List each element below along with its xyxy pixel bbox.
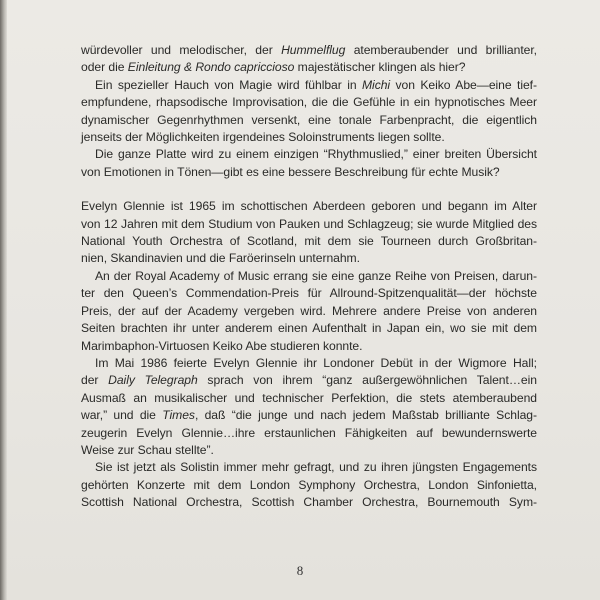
text-line: An der Royal Academy of Music errang sie eine ganze Reihe von Preisen, darun- bbox=[95, 268, 537, 283]
paragraph-7 bbox=[81, 459, 537, 511]
text-line: Ein spezieller Hauch von Magie wird fühlbar in Michi von Keiko Abe—eine tief- bbox=[95, 77, 538, 92]
page-edge-shadow bbox=[0, 0, 7, 600]
text-line: war,” und die Times, daß “die junge und nach jedem Maßstab brilliante Schlag- bbox=[81, 408, 537, 423]
text-line: oder die Einleitung & Rondo capriccioso majestätischer klingen als hier? bbox=[81, 60, 466, 75]
body-text bbox=[81, 42, 537, 512]
paragraph-6 bbox=[81, 355, 537, 459]
text-line: jenseits der Möglichkeiten irgendeines Soloinstruments liegen sollte. bbox=[81, 130, 445, 145]
text-line: nien, Skandinavien und die Faröerinseln unternahm. bbox=[81, 251, 360, 266]
paragraph-2 bbox=[81, 77, 537, 147]
text-line: Preis, der auf der Academy vergeben wird. Mehrere andere Preise von anderen bbox=[81, 303, 537, 318]
text-line: ter den Queen’s Commendation-Preis für Allround-Spitzenqualität—der höchste bbox=[81, 286, 537, 301]
paragraph-1 bbox=[81, 42, 537, 77]
paragraph-3 bbox=[81, 146, 537, 181]
text-line: Marimbaphon-Virtuosen Keiko Abe studieren konnte. bbox=[81, 338, 363, 353]
text-line: gehörten Konzerte mit dem London Symphony Orchestra, London Sinfonietta, bbox=[81, 477, 537, 492]
text-line: National Youth Orchestra of Scotland, mit dem sie Tourneen durch Großbritan- bbox=[81, 234, 537, 249]
page-number: 8 bbox=[296, 563, 304, 578]
text-line: Weise zur Schau stellte”. bbox=[81, 442, 214, 457]
text-line: Seiten brachten ihr unter anderem einen Aufenthalt in Japan ein, wo sie mit dem bbox=[81, 321, 537, 336]
text-line: zeugerin Evelyn Glennie…ihre erstaunlichen Fähigkeiten auf bewundernswerte bbox=[81, 425, 537, 440]
paragraph-4 bbox=[81, 198, 537, 268]
text-line: der Daily Telegraph sprach von ihrem “ganz außergewöhnlichen Talent…ein bbox=[81, 373, 537, 388]
text-line: Sie ist jetzt als Solistin immer mehr gefragt, und zu ihren jüngsten Engagements bbox=[95, 460, 537, 475]
text-line: empfundene, rhapsodische Improvisation, die die Gefühle in ein hypnotisches Meer bbox=[81, 95, 537, 110]
text-line: Scottish National Orchestra, Scottish Chamber Orchestra, Bournemouth Sym- bbox=[81, 495, 537, 510]
paragraph-5 bbox=[81, 268, 537, 355]
text-line: dynamischer Gegenrhythmen versenkt, eine tonale Farbenpracht, die eigentlich bbox=[81, 112, 537, 127]
text-line: Ausmaß an musikalischer und technischer Perfektion, die stets atemberaubend bbox=[81, 390, 537, 405]
text-line: Die ganze Platte wird zu einem einzigen “Rhythmuslied,” einer breiten Übersicht bbox=[95, 147, 537, 162]
text-line: Im Mai 1986 feierte Evelyn Glennie ihr Londoner Debüt in der Wigmore Hall; bbox=[95, 355, 537, 370]
text-line: Evelyn Glennie ist 1965 im schottischen Aberdeen geboren und begann im Alter bbox=[81, 199, 537, 214]
text-line: von Emotionen in Tönen—gibt es eine bessere Beschreibung für echte Musik? bbox=[81, 164, 500, 179]
section-gap bbox=[81, 181, 537, 198]
text-line: würdevoller und melodischer, der Hummelflug atemberaubender und brillianter, bbox=[81, 43, 538, 57]
text-line: von 12 Jahren mit dem Studium von Pauken und Schlagzeug; sie wurde Mitglied des bbox=[81, 216, 537, 231]
